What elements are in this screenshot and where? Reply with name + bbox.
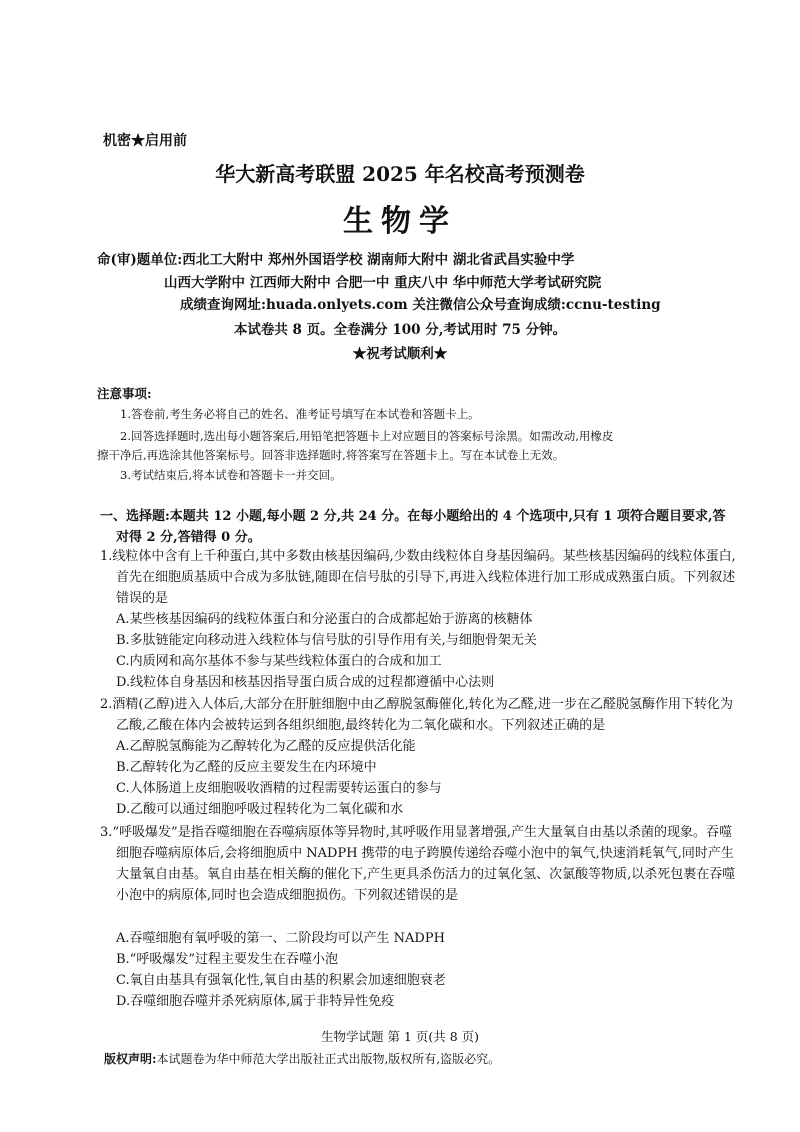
copyright-notice: [104, 1050, 500, 1067]
question-1-stem: 1.线粒体中含有上千种蛋白,其中多数由核基因编码,少数由线粒体自身基因编码。某些核基因编码的线粒体蛋白,首先在细胞质基质中合成为多肽链,随即在信号肽的引导下,再进入线粒体进行加工形成成熟蛋白质。下列叙述错误的是: [100, 549, 736, 606]
copyright-text: 本试题卷为华中师范大学出版社正式出版物,版权所有,盗版必究。: [156, 1052, 501, 1066]
question-1-option-a: A.某些核基因编码的线粒体蛋白和分泌蛋白的合成都起始于游离的核糖体: [116, 612, 533, 627]
notice-item-1: 1.答卷前,考生务必将自己的姓名、准考证号填写在本试卷和答题卡上。: [120, 407, 480, 421]
secret-label: 机密★启用前: [103, 133, 187, 149]
notice-title: 注意事项:: [97, 386, 152, 401]
question-2-option-b: B.乙醇转化为乙醛的反应主要发生在内环境中: [116, 760, 377, 775]
question-2-stem: 2.酒精(乙醇)进入人体后,大部分在肝脏细胞中由乙醇脱氢酶催化,转化为乙醛,进一步在乙醛脱氢酶作用下转化为乙酸,乙酸在体内会被转运到各组织细胞,最终转化为二氧化碳和水。下列叙述正确的是: [100, 697, 733, 733]
question-2-option-c: C.人体肠道上皮细胞吸收酒精的过程需要转运蛋白的参与: [116, 781, 442, 796]
question-1-option-d: D.线粒体自身基因和核基因指导蛋白质合成的过程都遵循中心法则: [116, 675, 495, 690]
units-line-2: 山西大学附中 江西师大附中 合肥一中 重庆八中 华中师范大学考试研究院: [164, 275, 602, 291]
question-2-option-a: A.乙醇脱氢酶能为乙醇转化为乙醛的反应提供活化能: [116, 739, 416, 754]
exam-title: 华大新高考联盟 2025 年名校高考预测卷: [215, 162, 585, 186]
page-footer: 生物学试题 第 1 页(共 8 页): [320, 1029, 480, 1044]
subject-title: 生物学: [343, 204, 457, 239]
question-2-option-d: D.乙酸可以通过细胞呼吸过程转化为二氧化碳和水: [116, 802, 404, 817]
question-3-stem: 3.“呼吸爆发”是指吞噬细胞在吞噬病原体等异物时,其呼吸作用显著增强,产生大量氧自由基以杀菌的现象。吞噬细胞吞噬病原体后,会将细胞质中 NADPH 携带的电子跨膜传递给吞噬小泡中的氧气,快速消耗氧气,同时产生大量氧自由基。氧自由基在相关酶的催化下,产生更具杀伤活力的过氧化氢、次氯酸等物质,以杀死包裹在吞噬小泡中的病原体,同时也会造成细胞损伤。下列叙述错误的是: [100, 825, 736, 903]
good-luck-line: ★祝考试顺利★: [352, 346, 448, 362]
question-1-option-c: C.内质网和高尔基体不参与某些线粒体蛋白的合成和加工: [116, 654, 442, 669]
exam-info: 本试卷共 8 页。全卷满分 100 分,考试用时 75 分钟。: [233, 322, 567, 338]
notice-item-2: 2.回答选择题时,选出每小题答案后,用铅笔把答题卡上对应题目的答案标号涂黑。如需改动,用橡皮: [120, 429, 614, 443]
question-3-option-c: C.氧自由基具有强氧化性,氧自由基的积累会加速细胞衰老: [116, 973, 446, 988]
question-3-option-b: B.“呼吸爆发”过程主要发生在吞噬小泡: [116, 952, 338, 967]
question-3-option-d: D.吞噬细胞吞噬并杀死病原体,属于非特异性免疫: [116, 994, 395, 1009]
question-1-option-b: B.多肽链能定向移动进入线粒体与信号肽的引导作用有关,与细胞骨架无关: [116, 633, 537, 648]
units-line-3: 成绩查询网址:huada.onlyets.com 关注微信公众号查询成绩:ccnu-testing: [180, 297, 661, 313]
units-line-1: 命(审)题单位:西北工大附中 郑州外国语学校 湖南师大附中 湖北省武昌实验中学: [97, 252, 575, 268]
section-heading: 一、选择题:本题共 12 小题,每小题 2 分,共 24 分。在每小题给出的 4 个选项中,只有 1 项符合题目要求,答对得 2 分,答错得 0 分。: [100, 509, 726, 545]
question-3-option-a: A.吞噬细胞有氧呼吸的第一、二阶段均可以产生 NADPH: [116, 931, 445, 946]
copyright-label: 版权声明:: [104, 1052, 157, 1066]
notice-item-2-cont: 擦干净后,再选涂其他答案标号。回答非选择题时,将答案写在答题卡上。写在本试卷上无效。: [97, 448, 565, 462]
notice-item-3: 3.考试结束后,将本试卷和答题卡一并交回。: [120, 468, 342, 482]
